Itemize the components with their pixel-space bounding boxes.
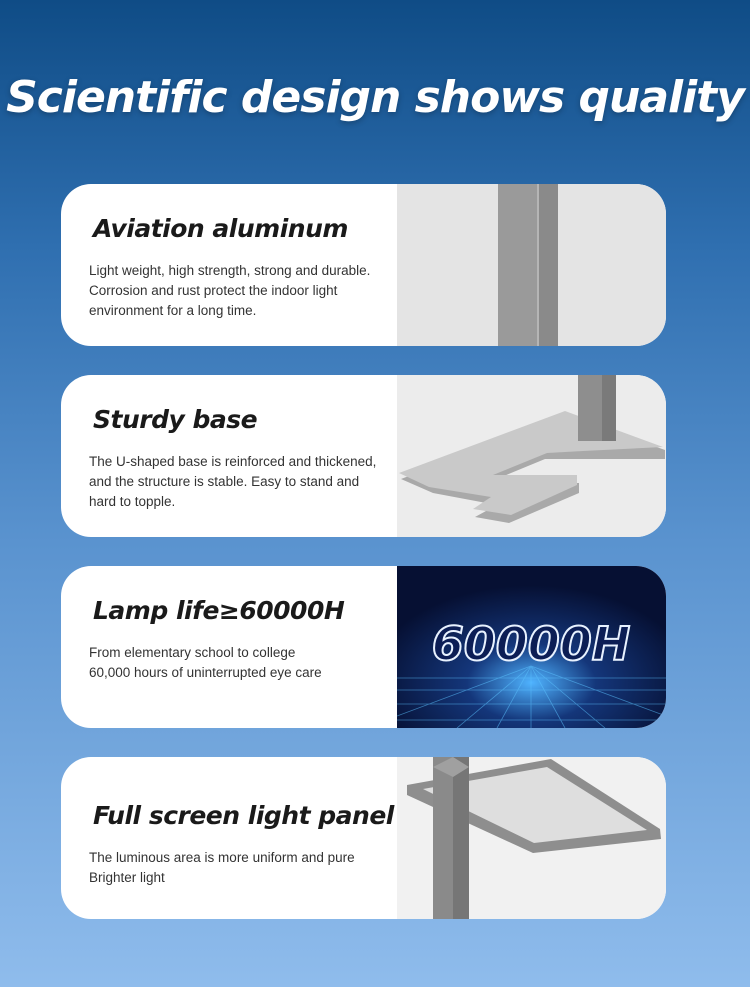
lamp-life-graphic xyxy=(397,566,666,728)
feature-description: From elementary school to college 60,000 hours of uninterrupted eye care xyxy=(89,645,322,680)
page-headline: Scientific design shows quality xyxy=(6,72,744,123)
feature-title: Sturdy base xyxy=(93,405,258,434)
feature-title: Aviation aluminum xyxy=(93,214,348,243)
feature-card-sturdy-base xyxy=(61,375,666,537)
feature-title: Full screen light panel xyxy=(93,801,394,830)
feature-title: Lamp life≥60000H xyxy=(93,596,345,625)
feature-card-aviation-aluminum xyxy=(61,184,666,346)
aluminum-pole-image xyxy=(397,184,666,346)
feature-description: Light weight, high strength, strong and durable. Corrosion and rust protect the indoor light environment for a long time. xyxy=(89,263,371,318)
lamp-life-image-text: 60000H xyxy=(431,617,631,671)
feature-description: The U-shaped base is reinforced and thickened, and the structure is stable. Easy to stand and hard to topple. xyxy=(89,454,377,509)
feature-card-lamp-life xyxy=(61,566,666,728)
u-shaped-base-image xyxy=(397,375,666,537)
light-panel-image xyxy=(397,757,666,919)
feature-description: The luminous area is more uniform and pure Brighter light xyxy=(89,850,355,885)
feature-card-light-panel xyxy=(61,757,666,919)
